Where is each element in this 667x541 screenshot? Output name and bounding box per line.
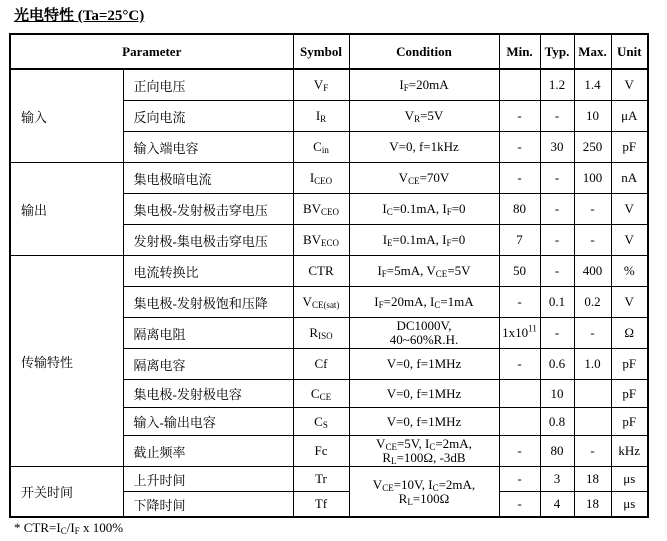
table-row <box>10 467 648 492</box>
spec-table <box>9 33 649 518</box>
table-row <box>10 69 648 101</box>
param-name: 正向电压 <box>123 69 293 101</box>
max-cell: 400 <box>574 256 611 287</box>
unit-cell: pF <box>611 408 648 436</box>
symbol-cell: $I_R$ <box>293 101 349 132</box>
typ-cell: 30 <box>540 132 574 163</box>
header-parameter: Parameter <box>10 34 293 69</box>
condition-cell: $I_C=0.1mA$, $I_F=0$ <box>349 194 499 225</box>
condition-cell: $V_{CE}=5V$, $I_C=2mA$, $R_L=100\Omega$, -3dB <box>349 436 499 467</box>
group-label-output: 输出 <box>10 163 123 256</box>
max-cell: 18 <box>574 467 611 492</box>
min-cell: 50 <box>499 256 540 287</box>
max-cell: 250 <box>574 132 611 163</box>
typ-cell: 0.1 <box>540 287 574 318</box>
max-cell <box>574 408 611 436</box>
symbol-cell: $C_S$ <box>293 408 349 436</box>
condition-cell: $I_F=20mA$, $I_C=1mA$ <box>349 287 499 318</box>
typ-cell: - <box>540 101 574 132</box>
max-cell: - <box>574 194 611 225</box>
group-label-input: 输入 <box>10 69 123 163</box>
param-name: 隔离电阻 <box>123 318 293 349</box>
header-condition: Condition <box>349 34 499 69</box>
condition-cell: $V_{CE}=70V$ <box>349 163 499 194</box>
param-name: 截止频率 <box>123 436 293 467</box>
min-cell: 7 <box>499 225 540 256</box>
unit-cell: % <box>611 256 648 287</box>
param-name: 集电极-发射极饱和压降 <box>123 287 293 318</box>
typ-cell: 80 <box>540 436 574 467</box>
max-cell: 1.0 <box>574 349 611 380</box>
condition-cell: DC1000V, 40~60%R.H. <box>349 318 499 349</box>
max-cell: 0.2 <box>574 287 611 318</box>
condition-cell: $V_{CE}=10V$, $I_C=2mA$, $R_L=100\Omega$ <box>349 467 499 518</box>
typ-cell: 3 <box>540 467 574 492</box>
symbol-cell: Tf <box>293 492 349 518</box>
unit-cell: pF <box>611 132 648 163</box>
condition-cell: V=0, f=1MHz <box>349 408 499 436</box>
header-max: Max. <box>574 34 611 69</box>
max-cell: 18 <box>574 492 611 518</box>
max-cell: - <box>574 436 611 467</box>
typ-cell: - <box>540 194 574 225</box>
unit-cell: pF <box>611 349 648 380</box>
param-name: 输入端电容 <box>123 132 293 163</box>
param-name: 集电极暗电流 <box>123 163 293 194</box>
group-label-transfer: 传输特性 <box>10 256 123 467</box>
typ-cell: 0.8 <box>540 408 574 436</box>
typ-cell: - <box>540 225 574 256</box>
unit-cell: V <box>611 225 648 256</box>
symbol-cell: CTR <box>293 256 349 287</box>
symbol-cell: $C_{CE}$ <box>293 380 349 408</box>
table-header-row <box>10 34 648 69</box>
symbol-cell: $V_F$ <box>293 69 349 101</box>
min-cell: - <box>499 436 540 467</box>
footnote: * $CTR=I_C/I_F$ x 100% <box>14 520 124 536</box>
min-cell: - <box>499 467 540 492</box>
param-name: 集电极-发射极电容 <box>123 380 293 408</box>
unit-cell: μA <box>611 101 648 132</box>
param-name: 上升时间 <box>123 467 293 492</box>
typ-cell: 1.2 <box>540 69 574 101</box>
header-typ: Typ. <box>540 34 574 69</box>
typ-cell: 4 <box>540 492 574 518</box>
min-cell: - <box>499 287 540 318</box>
typ-cell: 0.6 <box>540 349 574 380</box>
max-cell: - <box>574 225 611 256</box>
symbol-cell: $I_{CEO}$ <box>293 163 349 194</box>
table-row <box>10 163 648 194</box>
max-cell: - <box>574 318 611 349</box>
max-cell <box>574 380 611 408</box>
header-min: Min. <box>499 34 540 69</box>
param-name: 电流转换比 <box>123 256 293 287</box>
max-cell: 10 <box>574 101 611 132</box>
symbol-cell: $V_{CE(sat)}$ <box>293 287 349 318</box>
param-name: 集电极-发射极击穿电压 <box>123 194 293 225</box>
symbol-cell: $BV_{CEO}$ <box>293 194 349 225</box>
unit-cell: Ω <box>611 318 648 349</box>
typ-cell: - <box>540 163 574 194</box>
condition-cell: V=0, f=1kHz <box>349 132 499 163</box>
unit-cell: μs <box>611 492 648 518</box>
unit-cell: V <box>611 69 648 101</box>
min-cell <box>499 408 540 436</box>
min-cell: - <box>499 492 540 518</box>
unit-cell: pF <box>611 380 648 408</box>
param-name: 下降时间 <box>123 492 293 518</box>
symbol-cell: $R_{ISO}$ <box>293 318 349 349</box>
max-cell: 100 <box>574 163 611 194</box>
title-en: (Ta=25°C) <box>77 8 145 24</box>
section-title <box>14 4 144 25</box>
typ-cell: - <box>540 256 574 287</box>
min-cell <box>499 69 540 101</box>
max-cell: 1.4 <box>574 69 611 101</box>
group-label-switching: 开关时间 <box>10 467 123 518</box>
header-symbol: Symbol <box>293 34 349 69</box>
condition-cell: V=0, f=1MHz <box>349 380 499 408</box>
min-cell: 80 <box>499 194 540 225</box>
typ-cell: 10 <box>540 380 574 408</box>
symbol-cell: Tr <box>293 467 349 492</box>
param-name: 发射极-集电极击穿电压 <box>123 225 293 256</box>
symbol-cell: $BV_{ECO}$ <box>293 225 349 256</box>
symbol-cell: Fc <box>293 436 349 467</box>
condition-cell: $I_E=0.1mA$, $I_F=0$ <box>349 225 499 256</box>
min-cell: - <box>499 349 540 380</box>
min-cell: - <box>499 101 540 132</box>
min-cell: $1x10^{11}$ <box>499 318 540 349</box>
symbol-cell: Cf <box>293 349 349 380</box>
param-name: 隔离电容 <box>123 349 293 380</box>
condition-cell: $V_R=5V$ <box>349 101 499 132</box>
condition-cell: $I_F=5mA$, $V_{CE}=5V$ <box>349 256 499 287</box>
min-cell: - <box>499 163 540 194</box>
symbol-cell: $C_{in}$ <box>293 132 349 163</box>
unit-cell: V <box>611 194 648 225</box>
unit-cell: kHz <box>611 436 648 467</box>
unit-cell: nA <box>611 163 648 194</box>
param-name: 输入-输出电容 <box>123 408 293 436</box>
unit-cell: V <box>611 287 648 318</box>
header-unit: Unit <box>611 34 648 69</box>
condition-cell: $I_F=20mA$ <box>349 69 499 101</box>
min-cell <box>499 380 540 408</box>
min-cell: - <box>499 132 540 163</box>
title-cn: 光电特性 <box>14 8 75 24</box>
unit-cell: μs <box>611 467 648 492</box>
param-name: 反向电流 <box>123 101 293 132</box>
typ-cell: - <box>540 318 574 349</box>
table-row <box>10 256 648 287</box>
condition-cell: V=0, f=1MHz <box>349 349 499 380</box>
